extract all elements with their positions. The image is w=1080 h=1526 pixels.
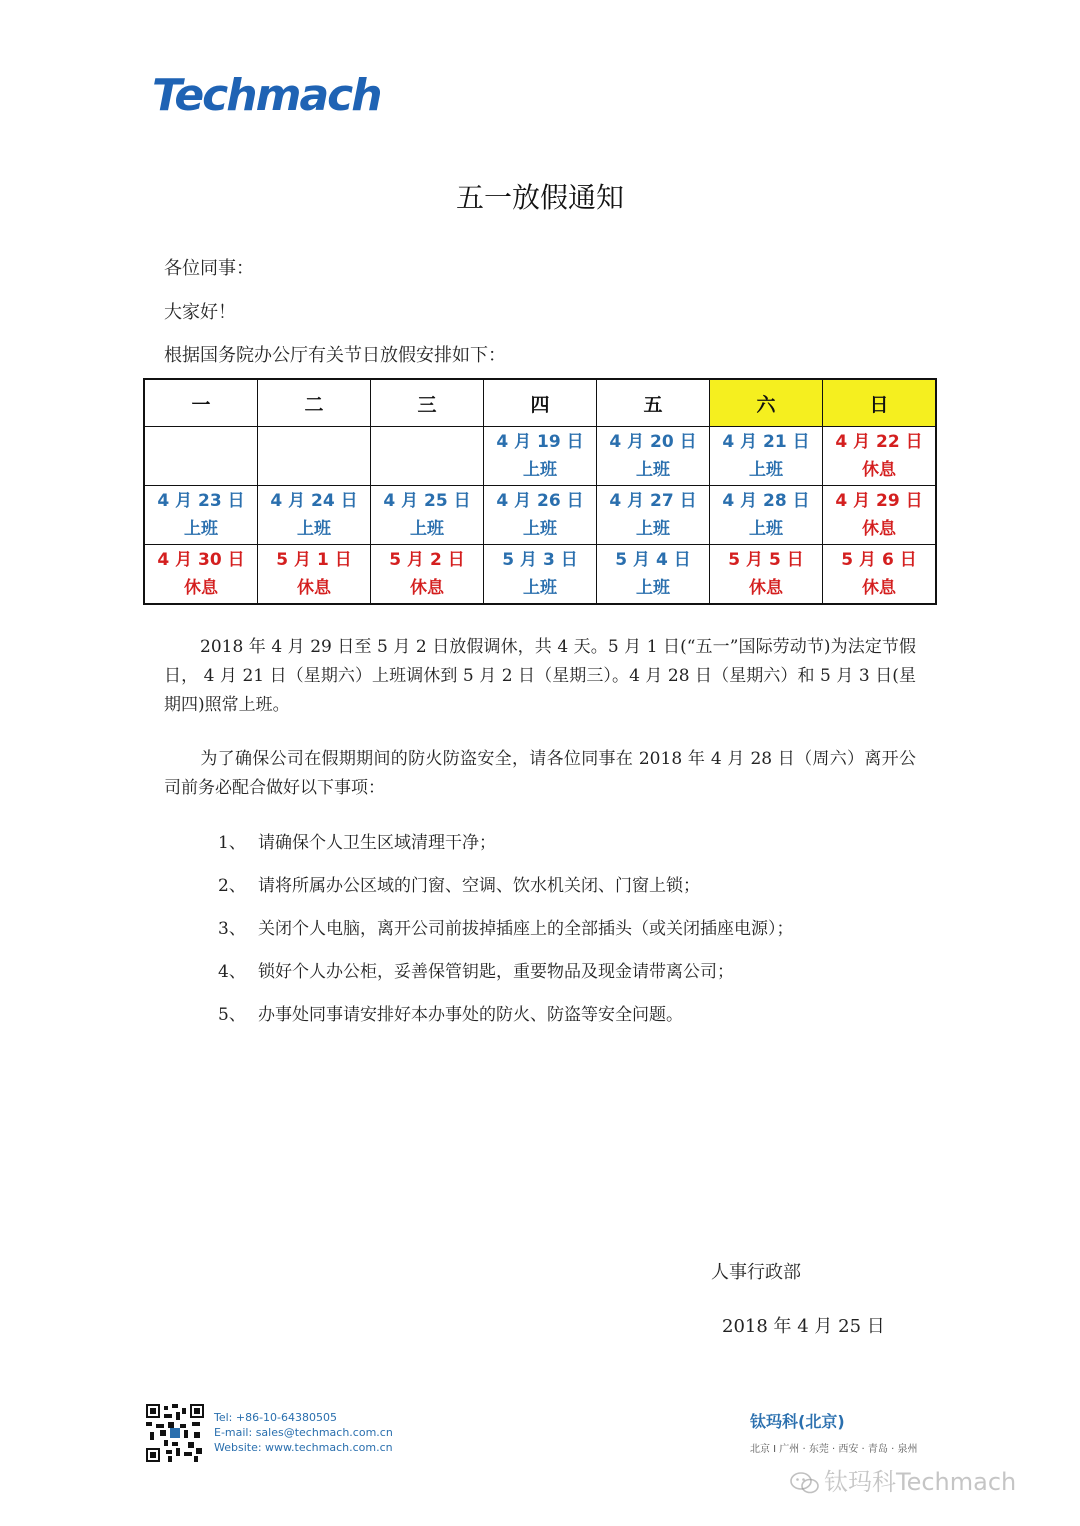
calendar-cell <box>710 545 823 605</box>
list-number: 1、 <box>218 833 246 853</box>
cell-status: 上班 <box>410 519 444 539</box>
calendar-cell <box>597 427 710 486</box>
calendar-cell <box>484 486 597 545</box>
calendar-row <box>144 486 936 545</box>
calendar-cell <box>710 486 823 545</box>
calendar-row <box>144 545 936 605</box>
salutation: 各位同事： <box>164 258 254 279</box>
watermark <box>790 1462 1016 1497</box>
contact-email: E-mail: sales@techmach.com.cn <box>214 1426 393 1439</box>
holiday-calendar-table <box>143 378 937 605</box>
cell-date: 4 月 23 日 <box>157 491 245 511</box>
weekday-header: 五 <box>597 379 710 427</box>
cell-status: 上班 <box>523 519 557 539</box>
wechat-icon <box>790 1472 820 1494</box>
list-text: 关闭个人电脑，离开公司前拔掉插座上的全部插头（或关闭插座电源）； <box>258 919 794 939</box>
calendar-cell <box>371 545 484 605</box>
cell-status: 上班 <box>636 460 670 480</box>
list-number: 2、 <box>218 876 246 896</box>
cell-status: 上班 <box>749 460 783 480</box>
cell-status: 休息 <box>184 578 218 598</box>
safety-checklist <box>218 828 794 1043</box>
list-text: 请确保个人卫生区域清理干净； <box>258 833 496 853</box>
cell-date: 4 月 27 日 <box>609 491 697 511</box>
cell-date: 5 月 5 日 <box>728 550 804 570</box>
intro-line: 根据国务院办公厅有关节日放假安排如下： <box>164 345 506 366</box>
list-item <box>218 871 794 914</box>
calendar-cell <box>484 427 597 486</box>
weekday-header-saturday: 六 <box>710 379 823 427</box>
calendar-body <box>144 427 936 605</box>
list-item <box>218 957 794 1000</box>
cell-status: 上班 <box>749 519 783 539</box>
calendar-cell <box>371 427 484 486</box>
calendar-cell <box>484 545 597 605</box>
safety-text: 为了确保公司在假期期间的防火防盗安全，请各位同事在 2018 年 4 月 28 日（周六）离开公司前务必配合做好以下事项： <box>164 749 916 798</box>
cell-date: 4 月 22 日 <box>835 432 923 452</box>
calendar-cell <box>710 427 823 486</box>
cell-date: 5 月 2 日 <box>389 550 465 570</box>
cell-status: 休息 <box>862 519 896 539</box>
schedule-paragraph <box>164 633 916 720</box>
calendar-cell <box>258 427 371 486</box>
cell-date: 5 月 1 日 <box>276 550 352 570</box>
cell-status: 上班 <box>523 578 557 598</box>
list-number: 5、 <box>218 1005 246 1025</box>
weekday-header: 二 <box>258 379 371 427</box>
calendar-cell <box>144 486 258 545</box>
list-item <box>218 1000 794 1043</box>
weekday-header: 四 <box>484 379 597 427</box>
cell-date: 5 月 3 日 <box>502 550 578 570</box>
footer-company-name: 钛玛科(北京) <box>750 1412 845 1431</box>
cell-date: 4 月 21 日 <box>722 432 810 452</box>
page-title: 五一放假通知 <box>455 181 624 214</box>
cell-date: 4 月 25 日 <box>383 491 471 511</box>
safety-paragraph <box>164 745 916 803</box>
calendar-cell <box>258 545 371 605</box>
list-number: 3、 <box>218 919 246 939</box>
calendar-cell <box>597 486 710 545</box>
calendar-header-row <box>144 379 936 427</box>
list-item <box>218 914 794 957</box>
cell-status: 上班 <box>297 519 331 539</box>
weekday-header-sunday: 日 <box>823 379 937 427</box>
list-item <box>218 828 794 871</box>
signature-date: 2018 年 4 月 25 日 <box>722 1316 885 1337</box>
cell-status: 休息 <box>297 578 331 598</box>
greeting: 大家好！ <box>164 302 236 323</box>
cell-status: 上班 <box>523 460 557 480</box>
cell-status: 休息 <box>410 578 444 598</box>
cell-date: 5 月 4 日 <box>615 550 691 570</box>
cell-status: 上班 <box>184 519 218 539</box>
footer-cities: 北京 I 广州 · 东莞 · 西安 · 青岛 · 泉州 <box>750 1444 918 1455</box>
contact-website: Website: www.techmach.com.cn <box>214 1441 393 1454</box>
cell-date: 4 月 26 日 <box>496 491 584 511</box>
list-text: 办事处同事请安排好本办事处的防火、防盗等安全问题。 <box>258 1005 683 1025</box>
schedule-text: 2018 年 4 月 29 日至 5 月 2 日放假调休，共 4 天。5 月 1 日(“五一”国际劳动节)为法定节假日， 4 月 21 日（星期六）上班调休到 5 月 2 日（星期三）。4 月 28 日（星期六）和 5 月 3 日(星期四)照常上班。 <box>164 637 916 715</box>
calendar-cell <box>823 545 937 605</box>
calendar-cell <box>823 486 937 545</box>
list-number: 4、 <box>218 962 246 982</box>
calendar-cell <box>597 545 710 605</box>
qr-code-icon <box>146 1404 204 1462</box>
signature-department: 人事行政部 <box>711 1262 801 1283</box>
cell-date: 4 月 30 日 <box>157 550 245 570</box>
weekday-header: 一 <box>144 379 258 427</box>
cell-date: 5 月 6 日 <box>841 550 917 570</box>
calendar-cell <box>258 486 371 545</box>
cell-status: 休息 <box>862 460 896 480</box>
contact-info <box>214 1410 393 1455</box>
calendar-cell <box>144 427 258 486</box>
cell-date: 4 月 19 日 <box>496 432 584 452</box>
calendar-cell <box>144 545 258 605</box>
cell-status: 休息 <box>862 578 896 598</box>
cell-date: 4 月 20 日 <box>609 432 697 452</box>
calendar-row <box>144 427 936 486</box>
cell-status: 休息 <box>749 578 783 598</box>
cell-date: 4 月 28 日 <box>722 491 810 511</box>
calendar-cell <box>371 486 484 545</box>
cell-date: 4 月 29 日 <box>835 491 923 511</box>
cell-status: 上班 <box>636 519 670 539</box>
list-text: 锁好个人办公柜，妥善保管钥匙，重要物品及现金请带离公司； <box>258 962 734 982</box>
cell-status: 上班 <box>636 578 670 598</box>
company-logo: Techmach <box>152 70 381 121</box>
cell-date: 4 月 24 日 <box>270 491 358 511</box>
contact-tel: Tel: +86-10-64380505 <box>214 1411 338 1424</box>
watermark-text: 钛玛科Techmach <box>824 1468 1017 1496</box>
list-text: 请将所属办公区域的门窗、空调、饮水机关闭、门窗上锁； <box>258 876 700 896</box>
calendar-cell <box>823 427 937 486</box>
weekday-header: 三 <box>371 379 484 427</box>
